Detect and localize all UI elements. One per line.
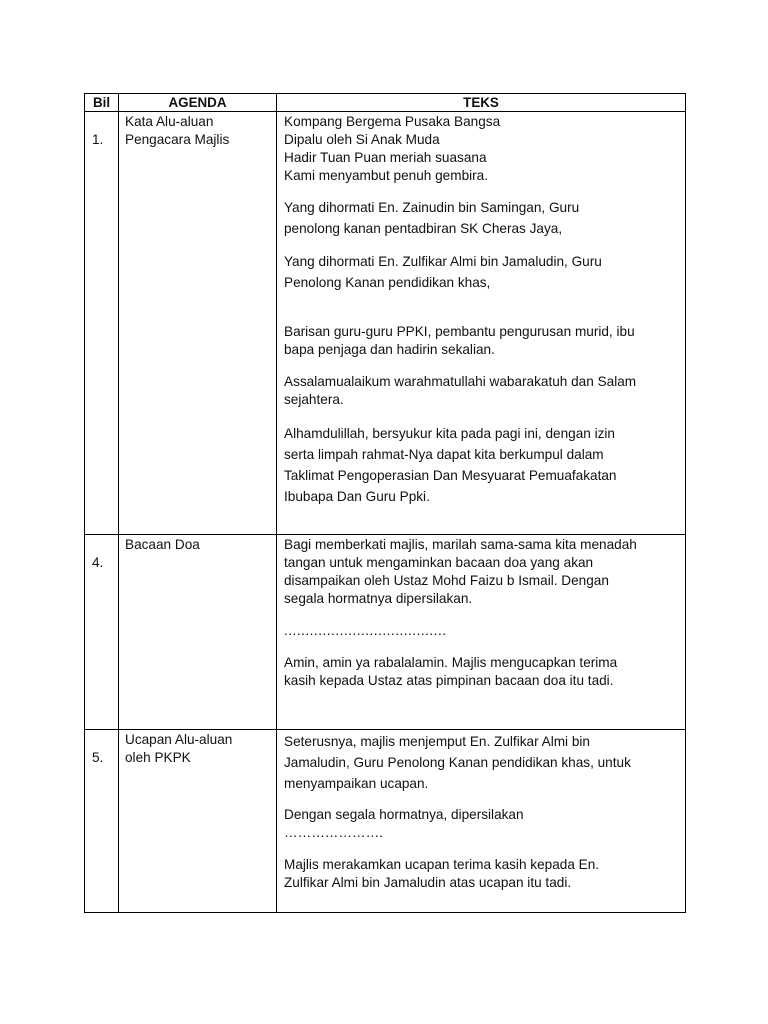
text-line: Assalamualaikum warahmatullahi wabarakatuh dan Salam: [284, 374, 637, 389]
agenda-cell: [119, 535, 277, 730]
text-line: Penolong Kanan pendidikan khas,: [284, 275, 491, 290]
text-line: Alhamdulillah, bersyukur kita pada pagi ini, dengan izin: [284, 426, 615, 441]
agenda-table: [84, 93, 686, 913]
paragraph: [284, 536, 679, 608]
agenda-cell: [119, 112, 277, 535]
paragraph: [284, 373, 679, 409]
text-line: ………………….: [284, 825, 383, 840]
row-number: 1.: [92, 132, 104, 147]
text-line: Yang dihormati En. Zulfikar Almi bin Jamaludin, Guru: [284, 254, 602, 269]
text-line: Kompang Bergema Pusaka Bangsa: [284, 114, 501, 129]
text-line: bapa penjaga dan hadirin sekalian.: [284, 342, 495, 357]
paragraph: [284, 654, 679, 690]
text-line: Dengan segala hormatnya, dipersilakan: [284, 807, 524, 822]
text-line: Zulfikar Almi bin Jamaludin atas ucapan itu tadi.: [284, 875, 572, 890]
agenda-line: oleh PKPK: [125, 750, 191, 765]
row-number-cell: [85, 112, 119, 535]
text-line: menyampaikan ucapan.: [284, 776, 429, 791]
text-line: Seterusnya, majlis menjemput En. Zulfikar Almi bin: [284, 734, 590, 749]
table-row: [85, 730, 686, 913]
text-line: Hadir Tuan Puan meriah suasana: [284, 150, 487, 165]
table-row: [85, 112, 686, 535]
text-line: Yang dihormati En. Zainudin bin Samingan, Guru: [284, 200, 580, 215]
text-line: disampaikan oleh Ustaz Mohd Faizu b Ismail. Dengan: [284, 573, 609, 588]
header-teks: TEKS: [277, 94, 686, 112]
teks-cell: [277, 730, 686, 913]
agenda-line: Ucapan Alu-aluan: [125, 732, 233, 747]
agenda-cell: [119, 730, 277, 913]
teks-cell: [277, 112, 686, 535]
text-line: kasih kepada Ustaz atas pimpinan bacaan doa itu tadi.: [284, 673, 614, 688]
paragraph: [284, 197, 679, 239]
row-number-cell: [85, 535, 119, 730]
placeholder-dots: ......................................: [284, 623, 447, 638]
text-line: Dipalu oleh Si Anak Muda: [284, 132, 440, 147]
header-row: [85, 94, 686, 112]
text-line: tangan untuk mengaminkan bacaan doa yang akan: [284, 555, 594, 570]
text-line: penolong kanan pentadbiran SK Cheras Jaya,: [284, 221, 563, 236]
paragraph: [284, 806, 679, 842]
row-number: 5.: [92, 750, 104, 765]
text-line: Bagi memberkati majlis, marilah sama-sama kita menadah: [284, 537, 637, 552]
opening-poem: [284, 113, 679, 185]
paragraph: [284, 251, 679, 293]
text-line: Barisan guru-guru PPKI, pembantu pengurusan murid, ibu: [284, 324, 635, 339]
text-line: Majlis merakamkan ucapan terima kasih kepada En.: [284, 857, 600, 872]
paragraph: [284, 856, 679, 892]
row-number: 4.: [92, 555, 104, 570]
agenda-line: Bacaan Doa: [125, 537, 200, 552]
text-line: segala hormatnya dipersilakan.: [284, 591, 473, 606]
text-line: serta limpah rahmat-Nya dapat kita berkumpul dalam: [284, 447, 604, 462]
row-number-cell: [85, 730, 119, 913]
paragraph: [284, 423, 679, 507]
text-line: Amin, amin ya rabalalamin. Majlis mengucapkan terima: [284, 655, 618, 670]
agenda-line: Kata Alu-aluan: [125, 114, 214, 129]
text-line: Ibubapa Dan Guru Ppki.: [284, 489, 430, 504]
agenda-line: Pengacara Majlis: [125, 132, 230, 147]
table-row: [85, 535, 686, 730]
text-line: sejahtera.: [284, 392, 344, 407]
text-line: Taklimat Pengoperasian Dan Mesyuarat Pemuafakatan: [284, 468, 617, 483]
paragraph: [284, 323, 679, 359]
header-agenda: AGENDA: [119, 94, 277, 112]
paragraph: [284, 731, 679, 794]
text-line: Kami menyambut penuh gembira.: [284, 168, 489, 183]
header-bil: Bil: [85, 94, 119, 112]
text-line: Jamaludin, Guru Penolong Kanan pendidikan khas, untuk: [284, 755, 631, 770]
teks-cell: [277, 535, 686, 730]
